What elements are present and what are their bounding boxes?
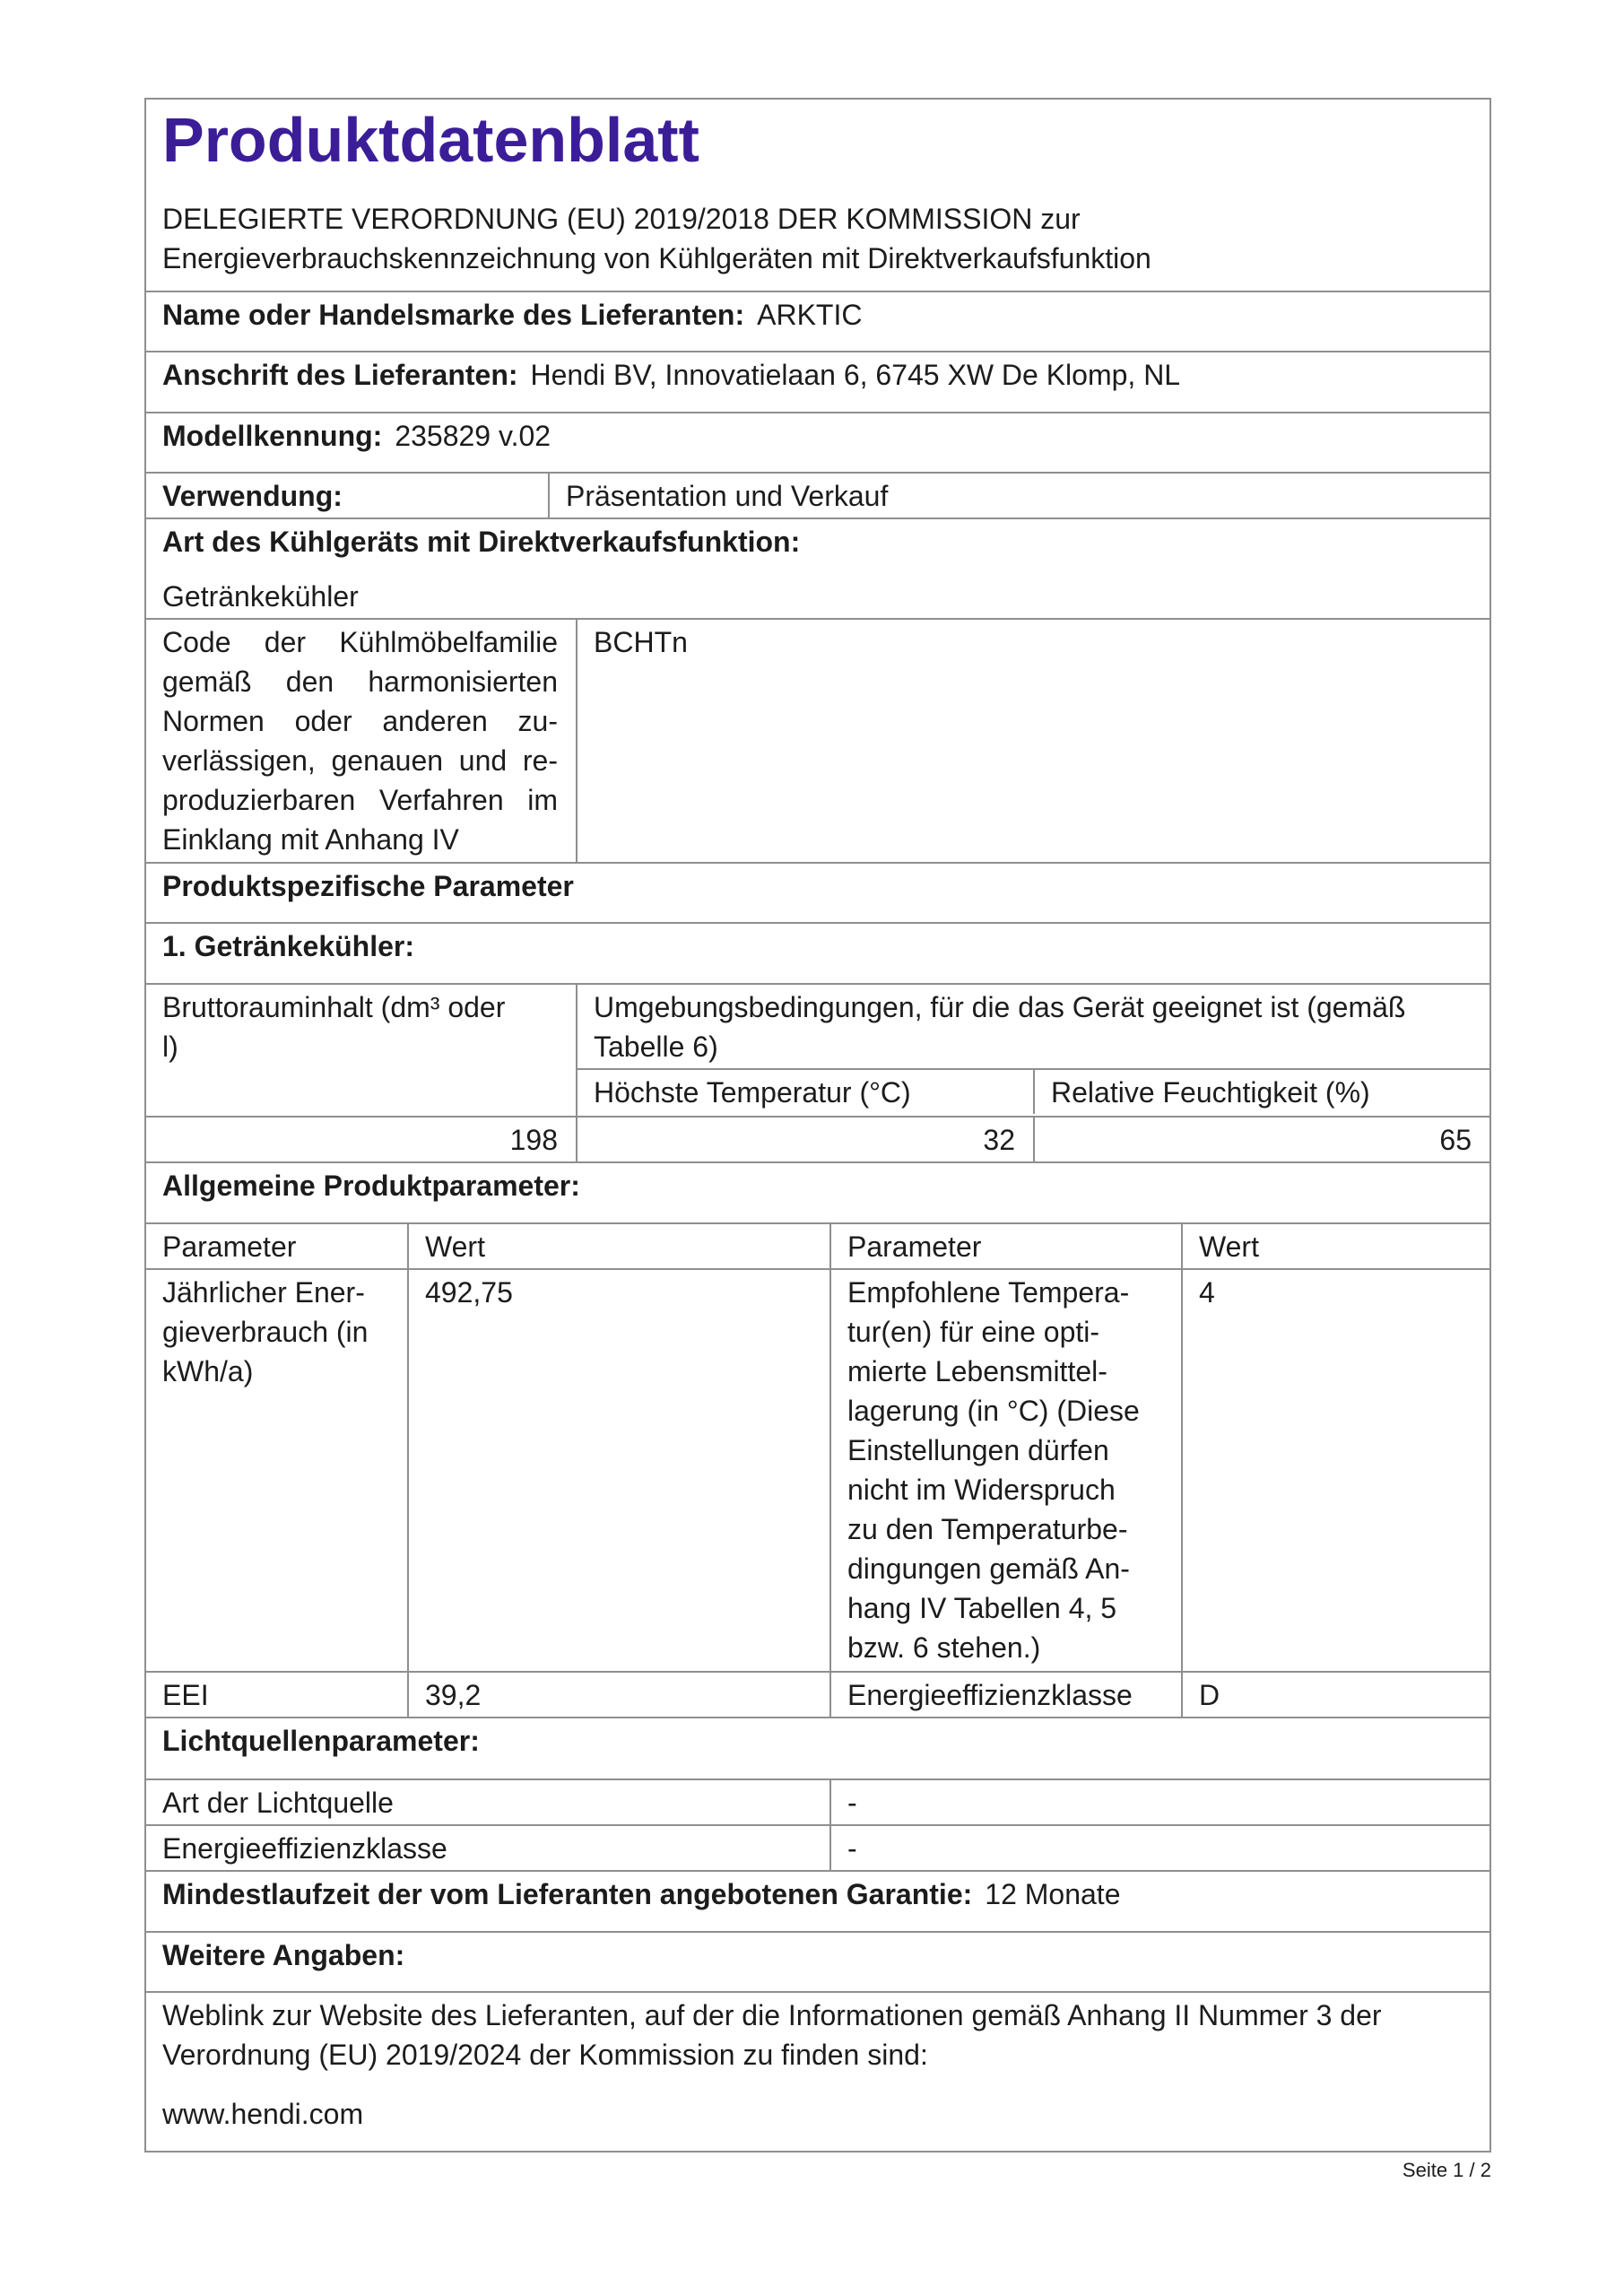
supplier-cell bbox=[146, 292, 1489, 351]
family-code-label-line: gemäß den harmonisierten bbox=[162, 665, 558, 698]
family-code-row bbox=[146, 620, 1489, 864]
column-header-value: Wert bbox=[1181, 1224, 1489, 1268]
beverage-cooler-heading-row bbox=[146, 924, 1489, 985]
param-line: lagerung (in °C) (Diese bbox=[847, 1395, 1140, 1427]
header-section bbox=[146, 100, 1489, 292]
family-code-label bbox=[146, 620, 576, 862]
param-line: kWh/a) bbox=[162, 1355, 254, 1387]
param-line: nicht im Widerspruch bbox=[847, 1474, 1116, 1506]
ambient-conditions-group bbox=[576, 985, 1489, 1116]
appliance-type-row bbox=[146, 519, 1489, 620]
ambient-conditions-label-row bbox=[578, 985, 1489, 1070]
family-code-label-line: verlässigen, genauen und re- bbox=[162, 744, 558, 777]
guarantee-value: 12 Monate bbox=[985, 1878, 1121, 1910]
family-code-value: BCHTn bbox=[576, 620, 1489, 862]
general-parameters-heading-row bbox=[146, 1163, 1489, 1224]
address-value: Hendi BV, Innovatielaan 6, 6745 XW De Klomp, NL bbox=[530, 359, 1181, 391]
general-parameters-heading: Allgemeine Produktparameter: bbox=[162, 1170, 580, 1202]
appliance-type-cell bbox=[146, 519, 1489, 618]
general-parameters-header-row bbox=[146, 1224, 1489, 1270]
model-value: 235829 v.02 bbox=[395, 420, 551, 452]
appliance-type-label: Art des Kühlgeräts mit Direktverkaufsfunktion: bbox=[162, 526, 801, 558]
weblink-row bbox=[146, 1993, 1489, 2151]
subtitle-line-2: Energieverbrauchskennzeichnung von Kühlgeräten mit Direktverkaufsfunktion bbox=[162, 242, 1151, 274]
supplier-website-url: www.hendi.com bbox=[162, 2098, 364, 2130]
light-source-class-value: - bbox=[829, 1826, 1489, 1870]
appliance-type-value: Getränkekühler bbox=[162, 580, 359, 613]
ambient-conditions-label bbox=[578, 985, 1489, 1068]
family-code-label-line: produzierbaren Verfahren im bbox=[162, 784, 558, 816]
eei-value: 39,2 bbox=[407, 1673, 829, 1717]
column-header-parameter: Parameter bbox=[162, 1231, 297, 1263]
gross-volume-label-line: l) bbox=[162, 1031, 178, 1063]
address-cell bbox=[146, 352, 1489, 412]
param-line: mierte Lebensmittel- bbox=[847, 1355, 1107, 1387]
supplier-value: ARKTIC bbox=[757, 299, 863, 331]
column-header-parameter: Parameter bbox=[829, 1224, 1181, 1268]
light-source-type-value: - bbox=[829, 1780, 1489, 1824]
param-line: zu den Temperaturbe- bbox=[847, 1513, 1128, 1545]
param-line: bzw. 6 stehen.) bbox=[847, 1631, 1041, 1664]
param-line: Jährlicher Ener- bbox=[162, 1276, 365, 1309]
product-specific-heading-row bbox=[146, 864, 1489, 924]
gross-volume-label-line: Bruttorauminhalt (dm³ oder bbox=[162, 991, 506, 1023]
eei-label: EEI bbox=[162, 1679, 209, 1711]
beverage-cooler-heading: 1. Getränkekühler: bbox=[162, 930, 414, 962]
weblink-cell bbox=[146, 1993, 1489, 2151]
ambient-conditions-subheader-row bbox=[578, 1070, 1489, 1114]
table-row bbox=[146, 1673, 1489, 1718]
family-code-label-line: Code der Kühlmöbelfamilie bbox=[162, 626, 558, 658]
guarantee-cell bbox=[146, 1872, 1489, 1931]
recommended-temperature-value: 4 bbox=[1181, 1270, 1489, 1671]
model-row bbox=[146, 413, 1489, 474]
column-header-value: Wert bbox=[407, 1224, 829, 1268]
relative-humidity-label: Relative Feuchtigkeit (%) bbox=[1033, 1070, 1489, 1114]
usage-label: Verwendung: bbox=[162, 480, 343, 512]
ambient-values-row bbox=[146, 1118, 1489, 1163]
supplier-label: Name oder Handelsmarke des Lieferanten: bbox=[162, 299, 745, 331]
param-line: gieverbrauch (in bbox=[162, 1316, 369, 1348]
param-line: Empfohlene Tempera- bbox=[847, 1276, 1130, 1309]
annual-energy-label bbox=[146, 1270, 407, 1671]
light-source-heading-row bbox=[146, 1718, 1489, 1780]
energy-class-label: Energieeffizienzklasse bbox=[829, 1673, 1181, 1717]
model-cell bbox=[146, 413, 1489, 472]
further-info-heading-row bbox=[146, 1933, 1489, 1993]
page-number: Seite 1 / 2 bbox=[1402, 2159, 1491, 2181]
guarantee-row bbox=[146, 1872, 1489, 1933]
product-data-sheet bbox=[144, 98, 1491, 2152]
param-line: Einstellungen dürfen bbox=[847, 1434, 1109, 1466]
table-row bbox=[146, 1270, 1489, 1673]
supplier-row bbox=[146, 292, 1489, 352]
table-row bbox=[146, 1780, 1489, 1826]
regulation-subtitle bbox=[162, 199, 1472, 278]
page-title: Produktdatenblatt bbox=[162, 105, 699, 175]
subtitle-line-1: DELEGIERTE VERORDNUNG (EU) 2019/2018 DER KOMMISSION zur bbox=[162, 203, 1081, 235]
param-line: tur(en) für eine opti- bbox=[847, 1316, 1100, 1348]
light-source-class-label: Energieeffizienzklasse bbox=[162, 1832, 447, 1865]
param-line: dingungen gemäß An- bbox=[847, 1552, 1130, 1585]
ambient-label-line: Umgebungsbedingungen, für die das Gerät geeignet ist (gemäß bbox=[594, 991, 1406, 1023]
guarantee-label: Mindestlaufzeit der vom Lieferanten angebotenen Garantie: bbox=[162, 1878, 973, 1910]
usage-row bbox=[146, 474, 1489, 519]
recommended-temperature-label bbox=[829, 1270, 1181, 1671]
header-cell bbox=[146, 100, 1489, 291]
max-temperature-value: 32 bbox=[576, 1118, 1033, 1161]
energy-class-value: D bbox=[1181, 1673, 1489, 1717]
product-specific-heading: Produktspezifische Parameter bbox=[162, 870, 574, 902]
weblink-text-line: Verordnung (EU) 2019/2024 der Kommission zu finden sind: bbox=[162, 2039, 928, 2071]
address-row bbox=[146, 352, 1489, 413]
gross-volume-value: 198 bbox=[509, 1124, 558, 1156]
model-label: Modellkennung: bbox=[162, 420, 383, 452]
weblink-text-line: Weblink zur Website des Lieferanten, auf der die Informationen gemäß Anhang II Nummer 3 der bbox=[162, 1999, 1382, 2031]
further-info-heading: Weitere Angaben: bbox=[162, 1939, 405, 1971]
ambient-conditions-block bbox=[146, 985, 1489, 1118]
family-code-label-line: Normen oder anderen zu- bbox=[162, 705, 558, 737]
relative-humidity-value: 65 bbox=[1033, 1118, 1489, 1161]
annual-energy-value: 492,75 bbox=[407, 1270, 829, 1671]
param-line: hang IV Tabellen 4, 5 bbox=[847, 1592, 1117, 1624]
family-code-label-line: Einklang mit Anhang IV bbox=[162, 823, 459, 856]
usage-value: Präsentation und Verkauf bbox=[548, 474, 1489, 517]
address-label: Anschrift des Lieferanten: bbox=[162, 359, 518, 391]
gross-volume-label bbox=[146, 985, 576, 1116]
light-source-heading: Lichtquellenparameter: bbox=[162, 1725, 480, 1757]
max-temperature-label: Höchste Temperatur (°C) bbox=[594, 1076, 911, 1109]
ambient-label-line: Tabelle 6) bbox=[594, 1031, 718, 1063]
light-source-type-label: Art der Lichtquelle bbox=[162, 1787, 394, 1819]
table-row bbox=[146, 1826, 1489, 1872]
